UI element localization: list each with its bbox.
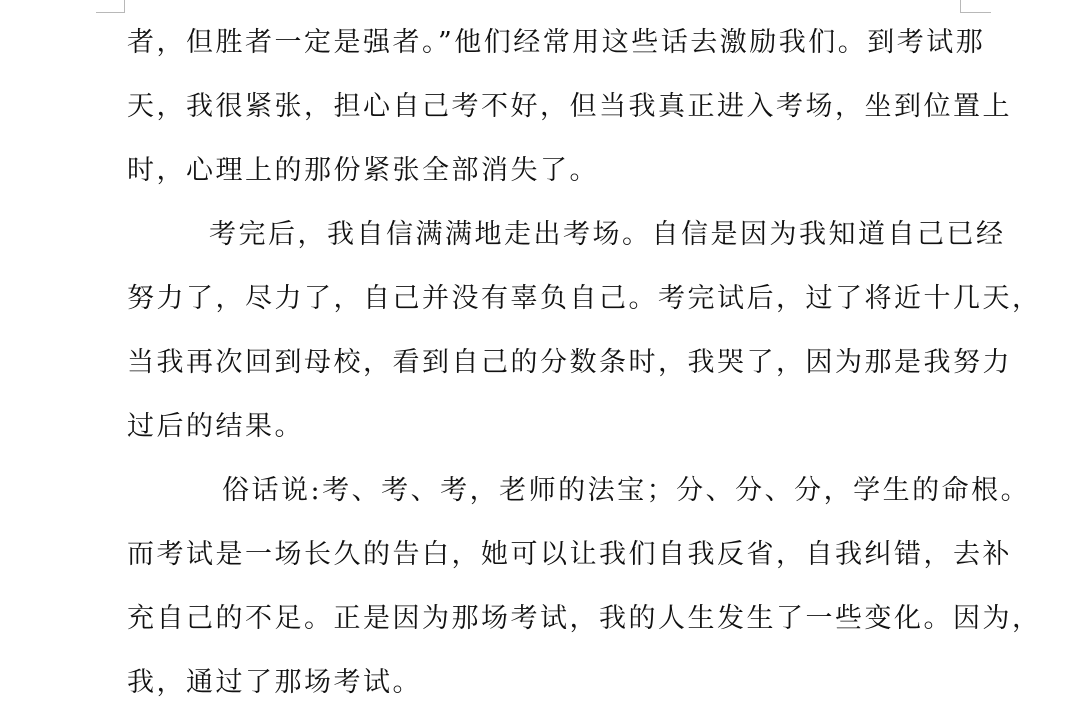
text-line: 当我再次回到母校，看到自己的分数条时，我哭了，因为那是我努力 (127, 347, 1012, 378)
text-line: 考完后，我自信满满地走出考场。自信是因为我知道自己已经 (209, 219, 1006, 250)
text-line: 俗话说:考、考、考，老师的法宝；分、分、分，学生的命根。 (222, 475, 1031, 506)
document-body-text (127, 23, 1042, 727)
crop-mark-top-left (96, 0, 125, 13)
text-line: 天，我很紧张，担心自己考不好，但当我真正进入考场，坐到位置上 (127, 91, 1012, 122)
text-line: 我，通过了那场考试。 (127, 667, 422, 698)
text-line: 过后的结果。 (127, 411, 304, 442)
text-line: 努力了，尽力了，自己并没有辜负自己。考完试后，过了将近十几天， (127, 283, 1042, 314)
text-line: 充自己的不足。正是因为那场考试，我的人生发生了一些变化。因为， (127, 603, 1042, 634)
text-line: 而考试是一场长久的告白，她可以让我们自我反省，自我纠错，去补 (127, 539, 1012, 570)
text-line: 者，但胜者一定是强者。”他们经常用这些话去激励我们。到考试那 (127, 27, 986, 58)
text-line: 时，心理上的那份紧张全部消失了。 (127, 155, 599, 186)
crop-mark-top-right (960, 0, 991, 13)
